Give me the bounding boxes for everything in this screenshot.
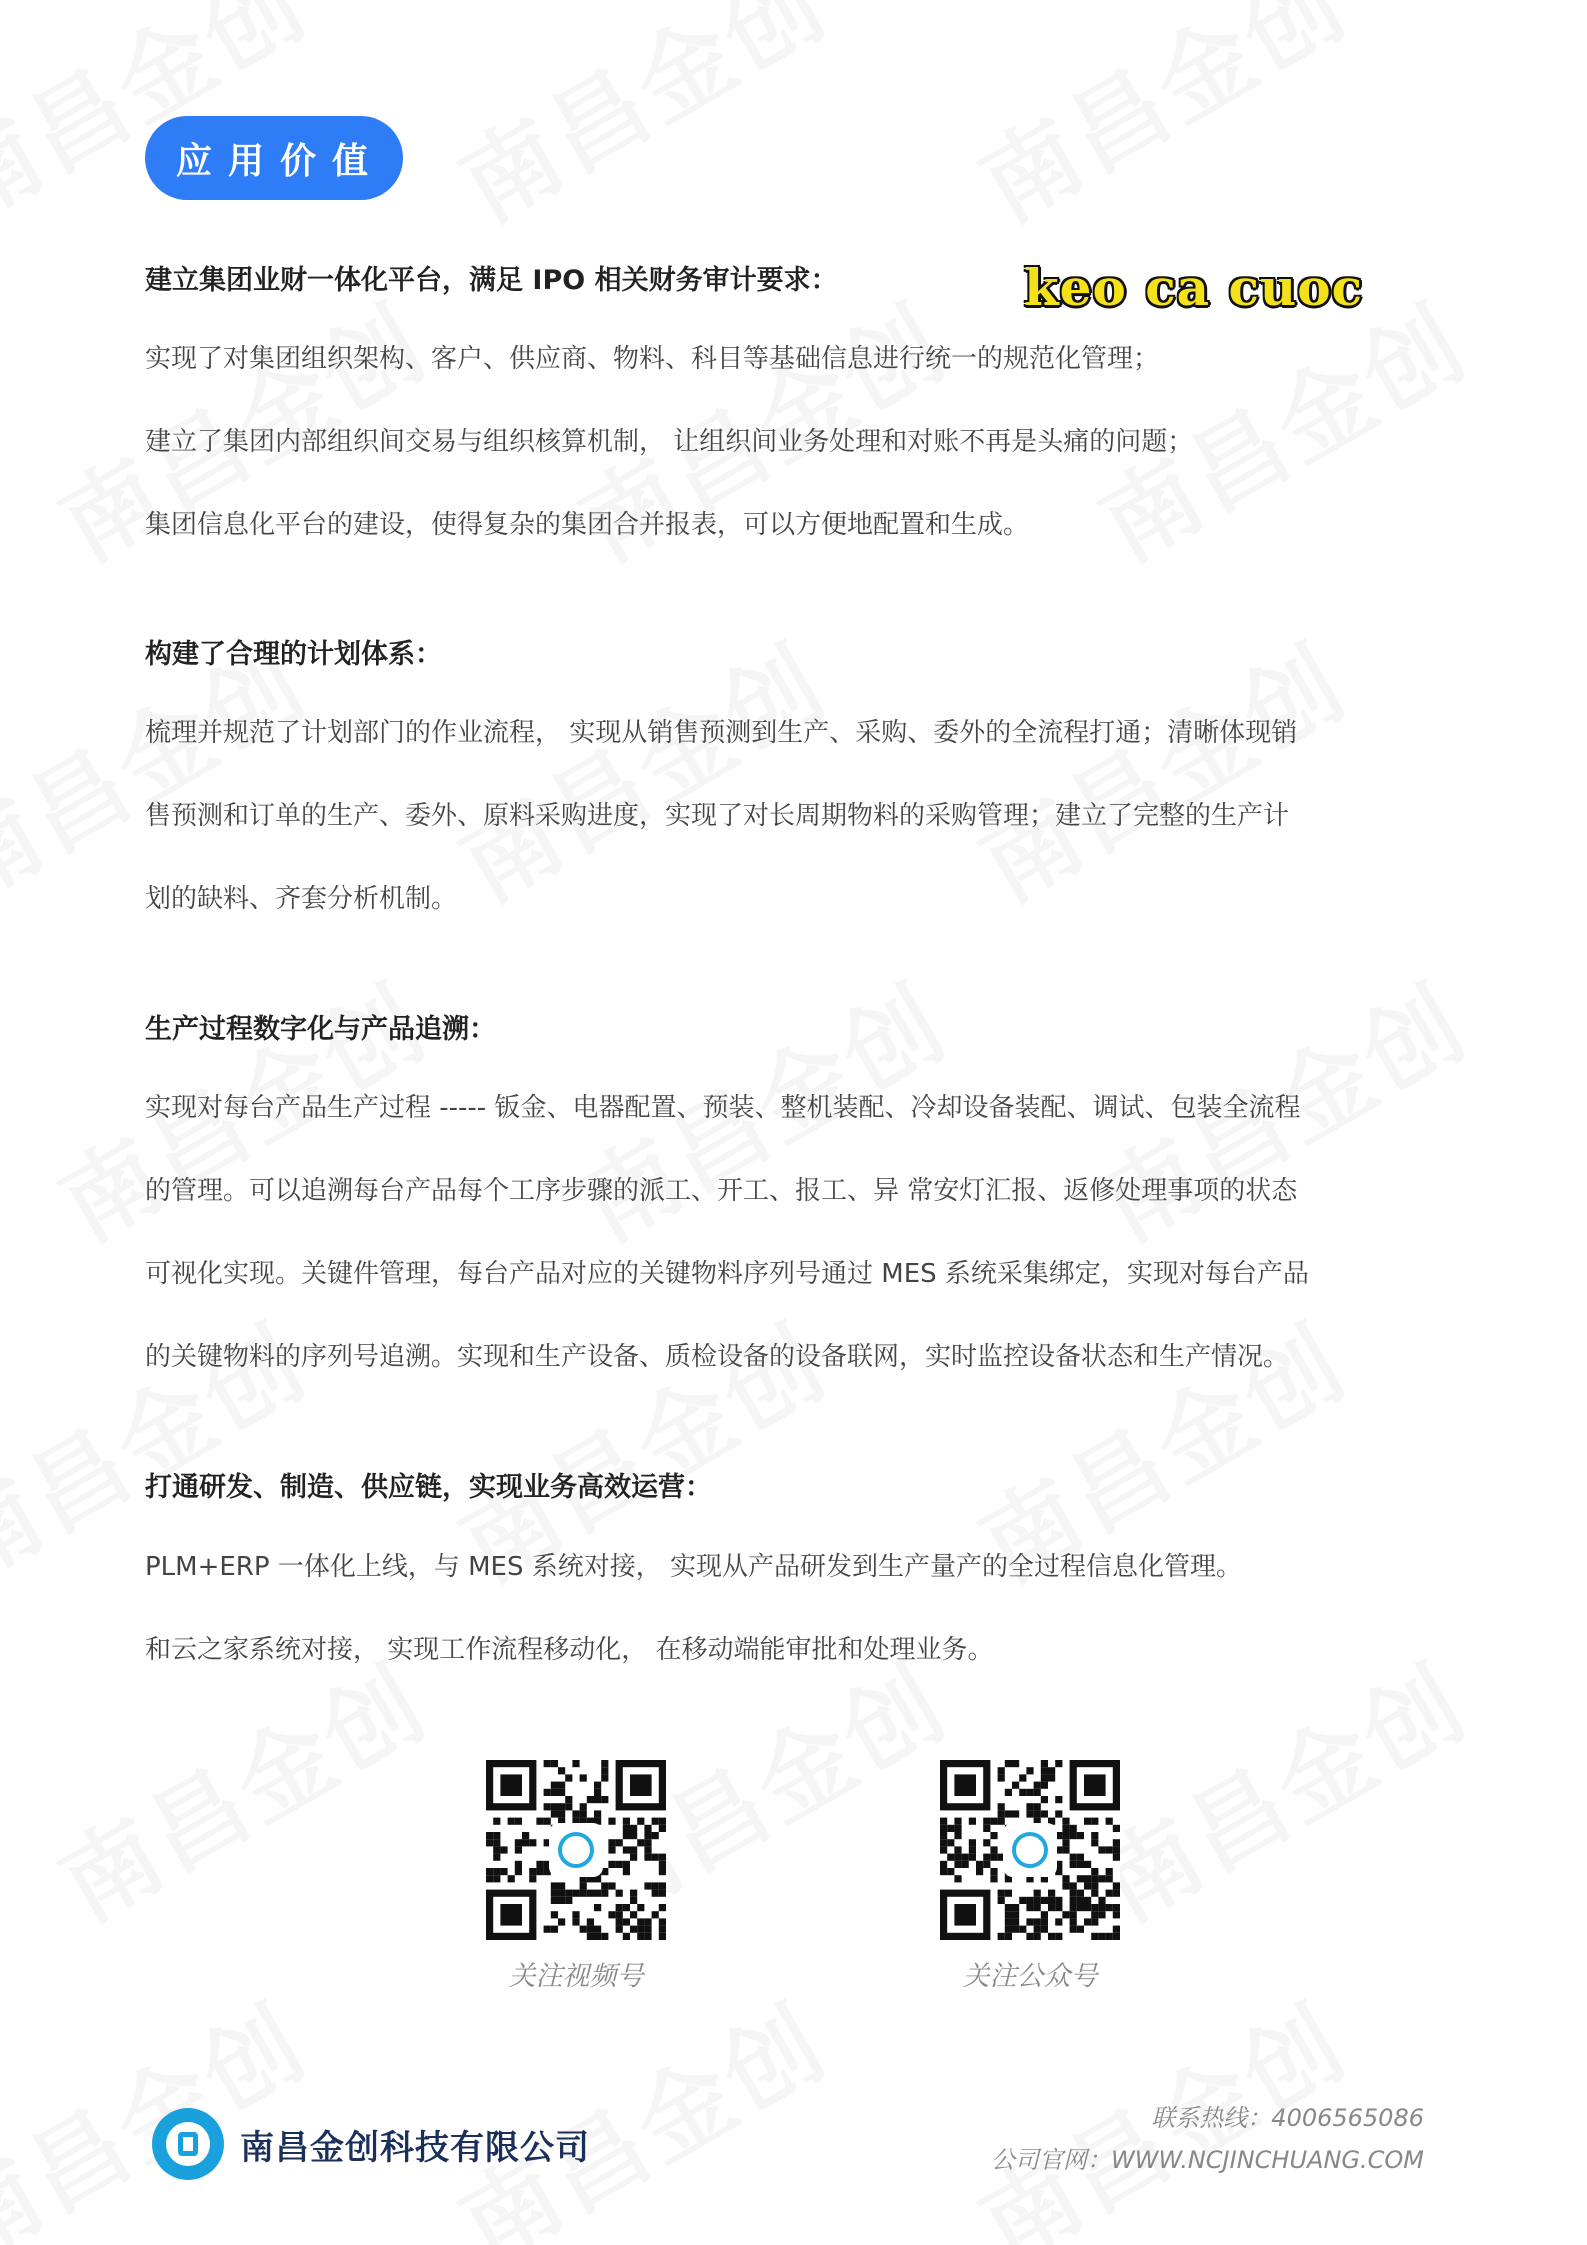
- section-body: [145, 1067, 1445, 1399]
- body-line: 梳理并规范了计划部门的作业流程， 实现从销售预测到生产、采购、委外的全流程打通；清晰体现销: [145, 718, 1298, 748]
- section-title: 打通研发、制造、供应链，实现业务高效运营：: [145, 1472, 712, 1503]
- body-line: 和云之家系统对接， 实现工作流程移动化， 在移动端能审批和处理业务。: [145, 1635, 994, 1665]
- qr-official-account: [930, 1760, 1130, 1993]
- section-title: 生产过程数字化与产品追溯：: [145, 1014, 496, 1045]
- body-line: 实现对每台产品生产过程 ----- 钣金、电器配置、预装、整机装配、冷却设备装配、调试、包装全流程: [145, 1093, 1301, 1123]
- logo-icon: [152, 2108, 224, 2180]
- body-line: 的关键物料的序列号追溯。实现和生产设备、质检设备的设备联网，实时监控设备状态和生产情况。: [145, 1342, 1290, 1372]
- qr-code-icon: [940, 1760, 1120, 1940]
- body-line: 的管理。可以追溯每台产品每个工序步骤的派工、开工、报工、异 常安灯汇报、返修处理事项的状态: [145, 1176, 1298, 1206]
- section-body: [145, 318, 1445, 567]
- watermark-text: [953, 0, 1368, 248]
- section-badge: 应用价值: [145, 116, 403, 200]
- section-title: 构建了合理的计划体系：: [145, 639, 442, 670]
- body-line: 建立了集团内部组织间交易与组织核算机制， 让组织间业务处理和对账不再是头痛的问题；: [145, 427, 1194, 457]
- section-title: 建立集团业财一体化平台，满足 IPO 相关财务审计要求：: [145, 265, 838, 296]
- qr-code-icon: [486, 1760, 666, 1940]
- section-body: [145, 692, 1445, 941]
- body-line: 可视化实现。关键件管理，每台产品对应的关键物料序列号通过 MES 系统采集绑定，实现对每台产品: [145, 1259, 1309, 1289]
- qr-caption: 关注视频号: [508, 1961, 644, 1992]
- company-name: 南昌金创科技有限公司: [240, 2127, 590, 2168]
- watermark-text: [433, 0, 848, 248]
- qr-video-channel: [476, 1760, 676, 1993]
- body-line: 实现了对集团组织架构、客户、供应商、物料、科目等基础信息进行统一的规范化管理；: [145, 344, 1160, 374]
- body-line: 售预测和订单的生产、委外、原料采购进度，实现了对长周期物料的采购管理；建立了完整的生产计: [145, 801, 1290, 831]
- body-line: 划的缺料、齐套分析机制。: [145, 884, 458, 914]
- contact-hotline: 联系热线：4006565086: [1151, 2104, 1424, 2132]
- overlay-stamp: keo ca cuoc: [1024, 258, 1364, 317]
- body-line: PLM+ERP 一体化上线，与 MES 系统对接， 实现从产品研发到生产量产的全过程信息化管理。: [145, 1552, 1242, 1582]
- qr-caption: 关注公众号: [962, 1961, 1098, 1992]
- section-body: [145, 1526, 1445, 1692]
- body-line: 集团信息化平台的建设，使得复杂的集团合并报表，可以方便地配置和生成。: [145, 510, 1030, 540]
- company-website[interactable]: 公司官网：WWW.NCJINCHUANG.COM: [990, 2146, 1424, 2174]
- company-logo: [152, 2108, 590, 2180]
